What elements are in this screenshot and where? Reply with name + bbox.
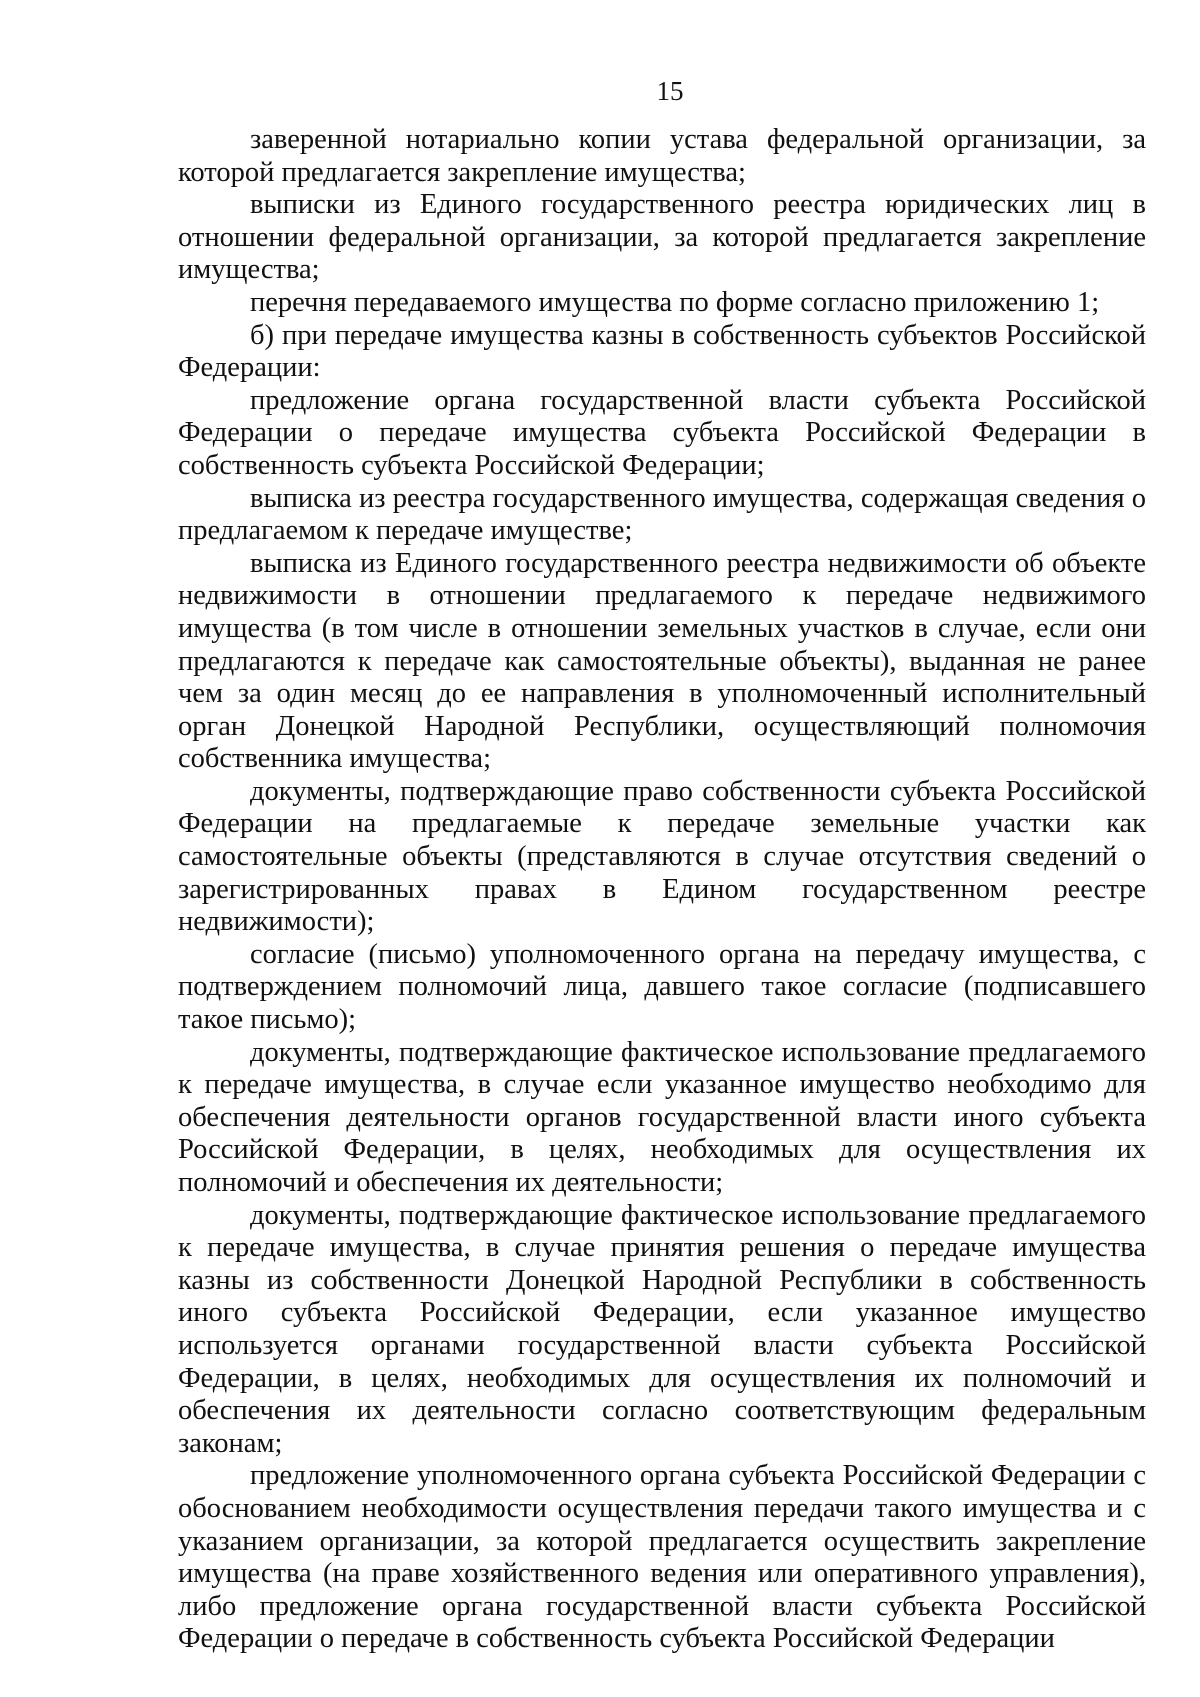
paragraph-subject-proposal: предложение органа государственной власти субъекта Российской Федерации о передаче имущества субъекта Российской Федерации в собственность субъекта Российской Федерации; <box>178 384 1146 481</box>
paragraph-consent-letter: согласие (письмо) уполномоченного органа на передачу имущества, с подтверждением полномочий лица, давшего такое согласие (подписавшего такое письмо); <box>178 938 1146 1036</box>
paragraph-item-b: б) при передаче имущества казны в собственность субъектов Российской Федерации: <box>178 319 1146 384</box>
paragraph-authorized-body-proposal: предложение уполномоченного органа субъекта Российской Федерации с обоснованием необходимости осуществления передачи такого имущества и с указанием организации, за которой предлагается осуществить закрепление имущества (на праве хозяйственного ведения или оперативного управления), либо предложение органа государственной власти субъекта Российской Федерации о передаче в собственность субъекта Российской Федерации <box>178 1460 1146 1655</box>
paragraph-state-register-extract: выписка из реестра государственного имущества, содержащая сведения о предлагаемом к передаче имуществе; <box>178 482 1146 547</box>
document-body <box>178 124 1146 1656</box>
paragraph-egrul-extract: выписки из Единого государственного реестра юридических лиц в отношении федеральной организации, за которой предлагается закрепление имущества; <box>178 189 1146 286</box>
page-number: 15 <box>656 76 684 106</box>
paragraph-actual-use-documents-2: документы, подтверждающие фактическое использование предлагаемого к передаче имущества, в случае принятия решения о передаче имущества казны из собственности Донецкой Народной Республики в собственность иного субъекта Российской Федерации, если указанное имущество используется органами государственной власти субъекта Российской Федерации, в целях, необходимых для осуществления их полномочий и обеспечения их деятельности согласно соответствующим федеральным законам; <box>178 1199 1146 1459</box>
paragraph-ownership-documents: документы, подтверждающие право собственности субъекта Российской Федерации на предлагаемые к передаче земельные участки как самостоятельные объекты (представляются в случае отсутствия сведений о зарегистрированных правах в Едином государственном реестре недвижимости); <box>178 775 1146 938</box>
paragraph-egrn-extract: выписка из Единого государственного реестра недвижимости об объекте недвижимости в отношении предлагаемого к передаче недвижимого имущества (в том числе в отношении земельных участков в случае, если они предлагаются к передаче как самостоятельные объекты), выданная не ранее чем за один месяц до ее направления в уполномоченный исполнительный орган Донецкой Народной Республики, осуществляющий полномочия собственника имущества; <box>178 547 1146 775</box>
paragraph-property-list: перечня передаваемого имущества по форме согласно приложению 1; <box>250 286 1100 318</box>
paragraph-notarized-charter-copy: заверенной нотариально копии устава федеральной организации, за которой предлагается закрепление имущества; <box>178 124 1146 188</box>
paragraph-actual-use-documents-1: документы, подтверждающие фактическое использование предлагаемого к передаче имущества, в случае если указанное имущество необходимо для обеспечения деятельности органов государственной власти иного субъекта Российской Федерации, в целях, необходимых для осуществления их полномочий и обеспечения их деятельности; <box>178 1036 1146 1198</box>
